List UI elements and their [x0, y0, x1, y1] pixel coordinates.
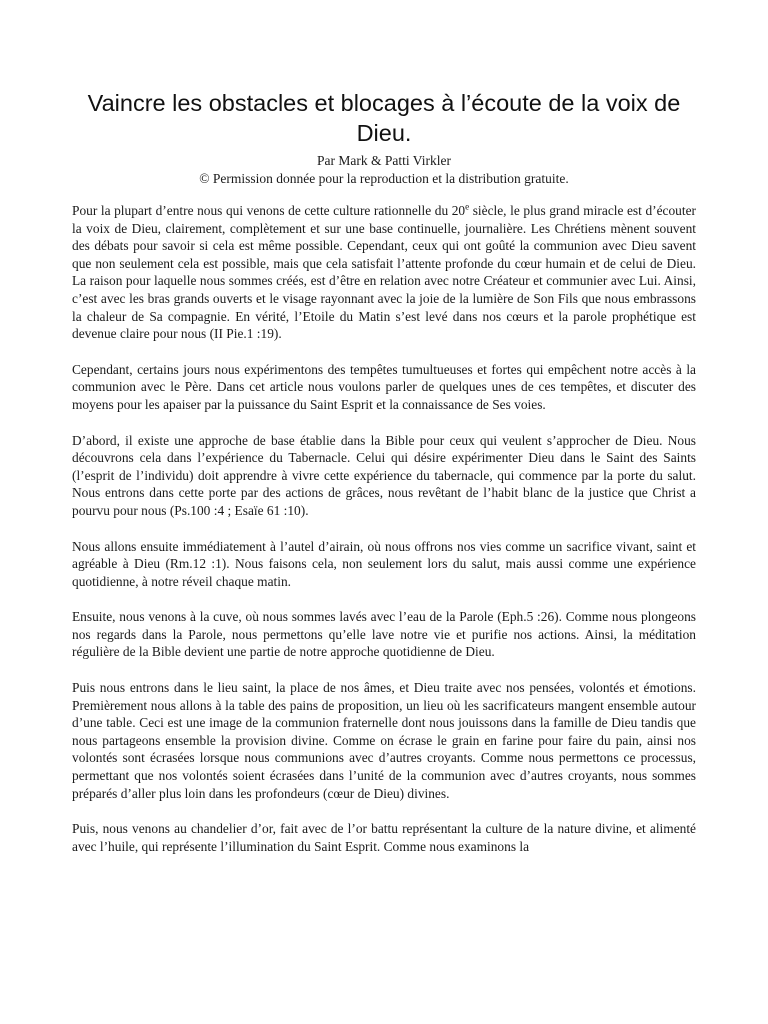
document-title: Vaincre les obstacles et blocages à l’écoute de la voix de Dieu.: [87, 90, 681, 146]
paragraph-2: Cependant, certains jours nous expérimentons des tempêtes tumultueuses et fortes qui empêchent notre accès à la communion avec le Père. Dans cet article nous voulons parler de quelques unes de ces tempêtes, et discuter des moyens pour les apaiser par la puissance du Saint Esprit et la connaissance de Ses voies.: [72, 361, 696, 412]
document-body: [72, 202, 696, 855]
permission-notice: © Permission donnée pour la reproduction et la distribution gratuite.: [199, 171, 569, 186]
paragraph-5: Ensuite, nous venons à la cuve, où nous sommes lavés avec l’eau de la Parole (Eph.5 :26). Comme nous plongeons nos regards dans la Parole, nous permettons qu’elle lave notre vie et purifie nos actions. Ainsi, la méditation régulière de la Bible devient une partie de notre approche quotidienne de Dieu.: [72, 609, 696, 660]
author-byline: Par Mark & Patti Virkler: [317, 153, 451, 168]
paragraph-6: Puis nous entrons dans le lieu saint, la place de nos âmes, et Dieu traite avec nos pensées, volontés et émotions. Premièrement nous allons à la table des pains de proposition, un lieu où les sacrificateurs mangent ensemble autour d’une table. Ceci est une image de la communion fraternelle dont nous jouissons dans la famille de Dieu tandis que nous partageons ensemble la provision divine. Comme on écrase le grain en farine pour faire du pain, ainsi nos volontés sont écrasées lorsque nous communions avec d’autres croyants. Comme nous permettons ce processus, permettant que nos volontés soient écrasées dans l’unité de la communion avec d’autres croyants, nous sommes préparés d’aller plus loin dans les profondeurs (cœur de Dieu) divines.: [72, 680, 696, 801]
paragraph-7: Puis, nous venons au chandelier d’or, fait avec de l’or battu représentant la culture de la nature divine, et alimenté avec l’huile, qui représente l’illumination du Saint Esprit. Comme nous examinons la: [72, 821, 696, 854]
century-superscript: e: [465, 201, 470, 212]
paragraph-1: [72, 202, 696, 343]
paragraph-3: D’abord, il existe une approche de base établie dans la Bible pour ceux qui veulent s’approcher de Dieu. Nous découvrons cela dans l’expérience du Tabernacle. Celui qui désire expérimenter Dieu dans le Saint des Saints (l’esprit de l’individu) doit apprendre à vivre cette expérience du tabernacle, qui commence par la porte du salut. Nous entrons dans cette porte par des actions de grâces, nous revêtant de l’habit blanc de la justice que Christ a pourvu pour nous (Ps.100 :4 ; Esaïe 61 :10).: [72, 432, 696, 518]
paragraph-1-start: Pour la plupart d’entre nous qui venons de cette culture rationnelle du 20: [72, 203, 466, 218]
paragraph-1-rest: siècle, le plus grand miracle est d’écouter la voix de Dieu, clairement, complètement et sur une base continuelle, journalière. Les Chrétiens mènent souvent des débats pour savoir si cela est même possible. Cependant, ceux qui ont goûté la communion avec Dieu savent que non seulement cela est possible, mais que cela satisfait l’attente profonde du cœur humain et de celui de Dieu. La raison pour laquelle nous sommes créés, est d’être en relation avec notre Créateur et communier avec Lui. Ainsi, c’est avec les bras grands ouverts et le visage rayonnant avec la joie de la lumière de Son Fils que nous embrassons la chaleur de Sa compagnie. En vérité, l’Etoile du Matin s’est levé dans nos cœurs et la parole prophétique est devenue claire pour nous (II Pie.1 :19).: [72, 203, 696, 342]
paragraph-4: Nous allons ensuite immédiatement à l’autel d’airain, où nous offrons nos vies comme un sacrifice vivant, saint et agréable à Dieu (Rm.12 :1). Nous faisons cela, non seulement lors du salut, mais aussi comme une expérience quotidienne, à notre réveil chaque matin.: [72, 538, 696, 589]
